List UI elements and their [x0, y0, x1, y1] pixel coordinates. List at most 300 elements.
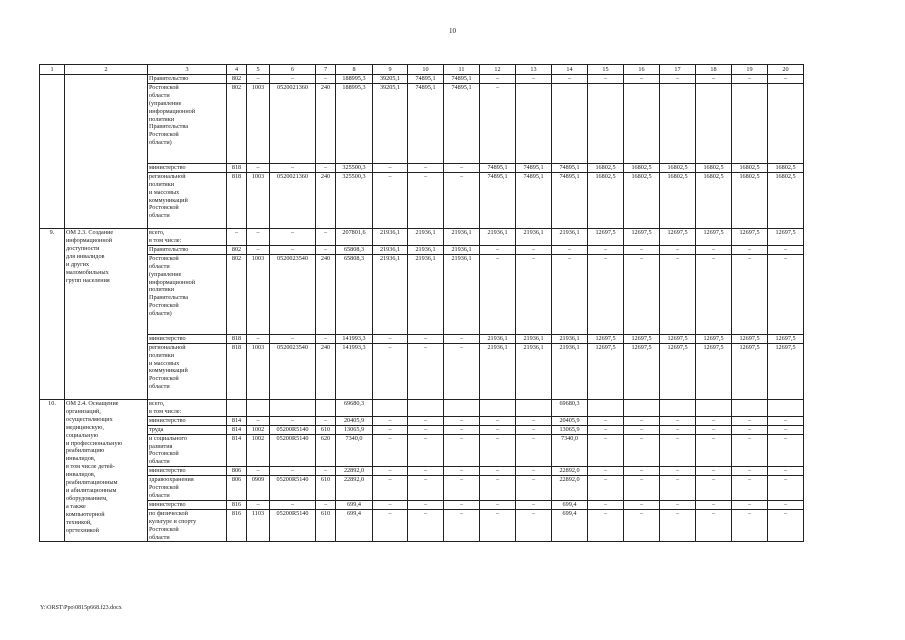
value-cell: – [270, 163, 316, 172]
value-cell: 22892,0 [552, 476, 588, 501]
executor-cell: всего, в том числе: [148, 400, 227, 417]
value-cell: – [768, 425, 804, 434]
value-cell: 13065,9 [336, 425, 373, 434]
value-cell: 16802,5 [624, 172, 660, 228]
value-cell: – [444, 500, 480, 509]
value-cell: 806 [227, 467, 247, 476]
value-cell [732, 400, 768, 417]
value-cell: – [408, 467, 444, 476]
value-cell: – [552, 75, 588, 84]
value-cell: – [696, 476, 732, 501]
value-cell: 05200R5140 [270, 476, 316, 501]
value-cell: 21936,1 [480, 229, 516, 246]
value-cell: 816 [227, 500, 247, 509]
value-cell: 16802,5 [660, 163, 696, 172]
value-cell: – [373, 467, 408, 476]
value-cell: 1002 [247, 425, 270, 434]
value-cell: – [444, 172, 480, 228]
value-cell: 12697,5 [660, 343, 696, 399]
value-cell: 802 [227, 245, 247, 254]
value-cell: 1003 [247, 343, 270, 399]
value-cell: – [480, 416, 516, 425]
value-cell: – [696, 75, 732, 84]
table-row [40, 163, 804, 172]
column-number-cell: 17 [660, 65, 696, 75]
value-cell: 12697,5 [624, 229, 660, 246]
value-cell: – [373, 509, 408, 542]
value-cell: 05200R5140 [270, 425, 316, 434]
table-row [40, 509, 804, 542]
column-number-cell: 20 [768, 65, 804, 75]
value-cell: – [624, 500, 660, 509]
value-cell: – [588, 254, 624, 334]
value-cell: 74895,1 [444, 83, 480, 163]
value-cell: – [660, 500, 696, 509]
value-cell: – [270, 229, 316, 246]
value-cell: 20405,9 [552, 416, 588, 425]
value-cell: – [270, 75, 316, 84]
value-cell: – [247, 467, 270, 476]
table-row [40, 500, 804, 509]
value-cell: – [624, 509, 660, 542]
value-cell: – [732, 467, 768, 476]
value-cell: – [480, 509, 516, 542]
value-cell: – [408, 425, 444, 434]
column-number-cell: 15 [588, 65, 624, 75]
value-cell: – [552, 254, 588, 334]
value-cell [696, 83, 732, 163]
value-cell: – [516, 425, 552, 434]
table-row [40, 434, 804, 467]
value-cell: 16802,5 [588, 172, 624, 228]
value-cell: 240 [316, 172, 336, 228]
executor-cell: Правительство [148, 75, 227, 84]
value-cell: – [588, 416, 624, 425]
value-cell: – [660, 467, 696, 476]
value-cell: – [660, 509, 696, 542]
value-cell: – [696, 416, 732, 425]
column-number-cell: 7 [316, 65, 336, 75]
value-cell: 610 [316, 509, 336, 542]
value-cell [768, 83, 804, 163]
value-cell: 69680,3 [552, 400, 588, 417]
value-cell: 69680,3 [336, 400, 373, 417]
value-cell: 12697,5 [660, 334, 696, 343]
value-cell: – [516, 434, 552, 467]
value-cell: 16802,5 [732, 172, 768, 228]
value-cell: – [624, 254, 660, 334]
table-row [40, 467, 804, 476]
value-cell: – [732, 500, 768, 509]
column-number-cell: 5 [247, 65, 270, 75]
value-cell [408, 400, 444, 417]
value-cell: – [696, 509, 732, 542]
table-row [40, 400, 804, 417]
value-cell: – [408, 343, 444, 399]
value-cell: – [316, 75, 336, 84]
value-cell: – [247, 75, 270, 84]
value-cell: 1003 [247, 172, 270, 228]
value-cell: 0520023540 [270, 254, 316, 334]
item-number-cell [40, 75, 65, 229]
value-cell: 7340,0 [552, 434, 588, 467]
column-number-cell: 10 [408, 65, 444, 75]
value-cell: 16802,5 [768, 163, 804, 172]
value-cell: – [373, 434, 408, 467]
value-cell: 74895,1 [444, 75, 480, 84]
value-cell: 16802,5 [768, 172, 804, 228]
value-cell: 141993,3 [336, 334, 373, 343]
value-cell: – [588, 425, 624, 434]
value-cell: – [247, 245, 270, 254]
value-cell: 65808,3 [336, 254, 373, 334]
value-cell: – [373, 163, 408, 172]
value-cell: 16802,5 [660, 172, 696, 228]
value-cell: – [316, 500, 336, 509]
value-cell: – [696, 500, 732, 509]
value-cell: – [480, 467, 516, 476]
value-cell: – [732, 254, 768, 334]
value-cell: 74895,1 [552, 172, 588, 228]
value-cell: – [588, 75, 624, 84]
value-cell [624, 400, 660, 417]
column-number-row [40, 65, 804, 75]
value-cell: – [768, 75, 804, 84]
value-cell: 818 [227, 343, 247, 399]
value-cell: – [247, 500, 270, 509]
column-number-cell: 3 [148, 65, 227, 75]
value-cell [247, 400, 270, 417]
value-cell: – [444, 343, 480, 399]
value-cell: 12697,5 [624, 343, 660, 399]
measure-name-cell: ОМ 2.4. Оснащение организаций, осуществляющих медицинскую, социальную и профессиональную реабилитацию инвалидов, в том числе детей- инвалидов, реабилитационным и абилитационным оборудованием, а также компьютерной техникой, оргтехникой [65, 400, 148, 542]
column-number-cell: 12 [480, 65, 516, 75]
value-cell: – [768, 434, 804, 467]
budget-table [39, 64, 804, 542]
value-cell: – [444, 476, 480, 501]
value-cell: 12697,5 [588, 343, 624, 399]
value-cell: 802 [227, 83, 247, 163]
value-cell: – [408, 416, 444, 425]
value-cell: 16802,5 [732, 163, 768, 172]
executor-cell: региональной политики и массовых коммуникаций Ростовской области [148, 343, 227, 399]
column-number-cell: 9 [373, 65, 408, 75]
column-number-cell: 8 [336, 65, 373, 75]
value-cell: 16802,5 [624, 163, 660, 172]
value-cell: – [732, 245, 768, 254]
value-cell: 05200R5140 [270, 434, 316, 467]
value-cell [316, 400, 336, 417]
value-cell: – [768, 467, 804, 476]
value-cell: – [696, 434, 732, 467]
value-cell: 188995,3 [336, 83, 373, 163]
value-cell: – [660, 434, 696, 467]
value-cell: 21936,1 [444, 229, 480, 246]
value-cell: – [270, 416, 316, 425]
table-row [40, 75, 804, 84]
value-cell [227, 400, 247, 417]
value-cell: 21936,1 [480, 343, 516, 399]
column-number-cell: 16 [624, 65, 660, 75]
value-cell: 699,4 [552, 509, 588, 542]
table-row [40, 476, 804, 501]
value-cell [768, 400, 804, 417]
value-cell: 21936,1 [516, 343, 552, 399]
table-row [40, 425, 804, 434]
executor-cell: и социального развития Ростовской области [148, 434, 227, 467]
value-cell: 74895,1 [516, 172, 552, 228]
value-cell: – [588, 500, 624, 509]
value-cell: 21936,1 [444, 254, 480, 334]
executor-cell: здравоохранения Ростовской области [148, 476, 227, 501]
value-cell: 16802,5 [696, 163, 732, 172]
value-cell: 20405,9 [336, 416, 373, 425]
value-cell: – [480, 75, 516, 84]
value-cell: 12697,5 [624, 334, 660, 343]
value-cell [696, 400, 732, 417]
value-cell: 816 [227, 509, 247, 542]
value-cell: 13065,9 [552, 425, 588, 434]
value-cell: – [660, 425, 696, 434]
value-cell: – [444, 163, 480, 172]
value-cell: 21936,1 [552, 343, 588, 399]
value-cell: 22892,0 [336, 467, 373, 476]
value-cell: 240 [316, 83, 336, 163]
measure-name-cell [65, 75, 148, 229]
value-cell [660, 83, 696, 163]
executor-cell: министерство [148, 467, 227, 476]
executor-cell: министерство [148, 500, 227, 509]
value-cell: 12697,5 [588, 229, 624, 246]
value-cell: – [660, 476, 696, 501]
value-cell [624, 83, 660, 163]
value-cell: – [660, 416, 696, 425]
value-cell: – [768, 509, 804, 542]
value-cell: – [408, 334, 444, 343]
value-cell [588, 83, 624, 163]
value-cell: 240 [316, 254, 336, 334]
value-cell: – [516, 509, 552, 542]
executor-cell: Ростовской области (управление информационной политики Правительства Ростовской области) [148, 254, 227, 334]
value-cell: 699,4 [336, 509, 373, 542]
column-number-cell: 6 [270, 65, 316, 75]
value-cell: – [516, 254, 552, 334]
value-cell: 325500,3 [336, 172, 373, 228]
executor-cell: Ростовской области (управление информационной политики Правительства Ростовской области) [148, 83, 227, 163]
value-cell: – [516, 245, 552, 254]
value-cell: – [408, 509, 444, 542]
value-cell: – [696, 467, 732, 476]
value-cell: – [696, 245, 732, 254]
value-cell: – [316, 467, 336, 476]
value-cell: 21936,1 [408, 245, 444, 254]
value-cell: – [516, 500, 552, 509]
value-cell: – [768, 245, 804, 254]
value-cell: – [270, 500, 316, 509]
value-cell: 814 [227, 425, 247, 434]
value-cell [480, 400, 516, 417]
value-cell: – [480, 83, 516, 163]
value-cell: – [270, 334, 316, 343]
value-cell: 699,4 [552, 500, 588, 509]
value-cell: – [444, 509, 480, 542]
value-cell: 21936,1 [552, 334, 588, 343]
value-cell: – [270, 245, 316, 254]
value-cell: 0909 [247, 476, 270, 501]
value-cell: 74895,1 [480, 172, 516, 228]
value-cell: 620 [316, 434, 336, 467]
value-cell: 1003 [247, 83, 270, 163]
value-cell: 1002 [247, 434, 270, 467]
executor-cell: министерство [148, 163, 227, 172]
value-cell: – [316, 245, 336, 254]
value-cell: 12697,5 [660, 229, 696, 246]
value-cell: 05200R5140 [270, 509, 316, 542]
value-cell: 240 [316, 343, 336, 399]
item-number-cell: 10. [40, 400, 65, 542]
table-row [40, 83, 804, 163]
table-row [40, 254, 804, 334]
page-number: 10 [449, 27, 456, 35]
value-cell: – [480, 254, 516, 334]
value-cell: – [660, 75, 696, 84]
value-cell [660, 400, 696, 417]
value-cell: 818 [227, 163, 247, 172]
value-cell: 207801,6 [336, 229, 373, 246]
value-cell: – [624, 467, 660, 476]
executor-cell: всего, в том числе: [148, 229, 227, 246]
value-cell [516, 83, 552, 163]
value-cell: – [696, 425, 732, 434]
value-cell: – [768, 254, 804, 334]
value-cell: 21936,1 [444, 245, 480, 254]
value-cell: – [247, 229, 270, 246]
value-cell [270, 400, 316, 417]
table-row [40, 416, 804, 425]
value-cell: 814 [227, 416, 247, 425]
value-cell: 12697,5 [768, 229, 804, 246]
value-cell: 1003 [247, 254, 270, 334]
value-cell: 74895,1 [516, 163, 552, 172]
value-cell: – [588, 509, 624, 542]
value-cell: 1103 [247, 509, 270, 542]
value-cell [732, 83, 768, 163]
value-cell: – [373, 500, 408, 509]
value-cell: 12697,5 [696, 343, 732, 399]
value-cell: 21936,1 [373, 254, 408, 334]
value-cell: – [732, 416, 768, 425]
table-row [40, 245, 804, 254]
executor-cell: министерство [148, 416, 227, 425]
value-cell: 74895,1 [552, 163, 588, 172]
value-cell: – [316, 163, 336, 172]
value-cell: 12697,5 [732, 334, 768, 343]
value-cell: – [480, 434, 516, 467]
value-cell: 12697,5 [588, 334, 624, 343]
value-cell: – [588, 467, 624, 476]
value-cell: – [444, 434, 480, 467]
value-cell: – [373, 334, 408, 343]
value-cell: – [408, 172, 444, 228]
value-cell: 188995,3 [336, 75, 373, 84]
value-cell: – [247, 334, 270, 343]
value-cell: – [408, 434, 444, 467]
value-cell: – [624, 75, 660, 84]
value-cell: – [732, 509, 768, 542]
value-cell: – [316, 229, 336, 246]
value-cell: 325500,3 [336, 163, 373, 172]
value-cell: 610 [316, 476, 336, 501]
value-cell: – [552, 245, 588, 254]
executor-cell: министерство [148, 334, 227, 343]
value-cell: – [480, 425, 516, 434]
value-cell: – [247, 163, 270, 172]
table-row [40, 334, 804, 343]
value-cell: – [227, 229, 247, 246]
value-cell: 806 [227, 476, 247, 501]
value-cell: 12697,5 [768, 343, 804, 399]
value-cell: – [768, 416, 804, 425]
column-number-cell: 14 [552, 65, 588, 75]
value-cell: 818 [227, 334, 247, 343]
column-number-cell: 11 [444, 65, 480, 75]
value-cell [552, 83, 588, 163]
column-number-cell: 1 [40, 65, 65, 75]
value-cell [444, 400, 480, 417]
value-cell: 0520023540 [270, 343, 316, 399]
value-cell: – [408, 476, 444, 501]
value-cell: 21936,1 [408, 254, 444, 334]
table-row [40, 172, 804, 228]
value-cell: 12697,5 [768, 334, 804, 343]
value-cell: 21936,1 [480, 334, 516, 343]
value-cell [516, 400, 552, 417]
value-cell: 802 [227, 75, 247, 84]
value-cell: – [316, 334, 336, 343]
value-cell: – [270, 467, 316, 476]
measure-name-cell: ОМ 2.3. Создание информационной доступности для инвалидов и других маломобильных групп населения [65, 229, 148, 400]
value-cell: 7340,0 [336, 434, 373, 467]
value-cell: – [732, 75, 768, 84]
value-cell: 21936,1 [552, 229, 588, 246]
value-cell: – [373, 416, 408, 425]
value-cell: – [444, 425, 480, 434]
column-number-cell: 18 [696, 65, 732, 75]
value-cell: – [480, 245, 516, 254]
column-number-cell: 2 [65, 65, 148, 75]
value-cell [588, 400, 624, 417]
value-cell: – [660, 245, 696, 254]
value-cell: – [732, 425, 768, 434]
value-cell: 0520021360 [270, 172, 316, 228]
value-cell: 0520021360 [270, 83, 316, 163]
value-cell: – [624, 434, 660, 467]
executor-cell: Правительство [148, 245, 227, 254]
value-cell: – [696, 254, 732, 334]
value-cell: 12697,5 [732, 343, 768, 399]
value-cell: 12697,5 [696, 229, 732, 246]
value-cell: – [624, 425, 660, 434]
value-cell: – [444, 416, 480, 425]
executor-cell: труда [148, 425, 227, 434]
column-number-cell: 4 [227, 65, 247, 75]
value-cell: – [516, 75, 552, 84]
value-cell: 12697,5 [696, 334, 732, 343]
value-cell: – [408, 500, 444, 509]
file-path-footer: Y:\ORST\Ppo\0815p668.f23.docx [40, 605, 122, 611]
value-cell: 16802,5 [696, 172, 732, 228]
value-cell: – [588, 476, 624, 501]
